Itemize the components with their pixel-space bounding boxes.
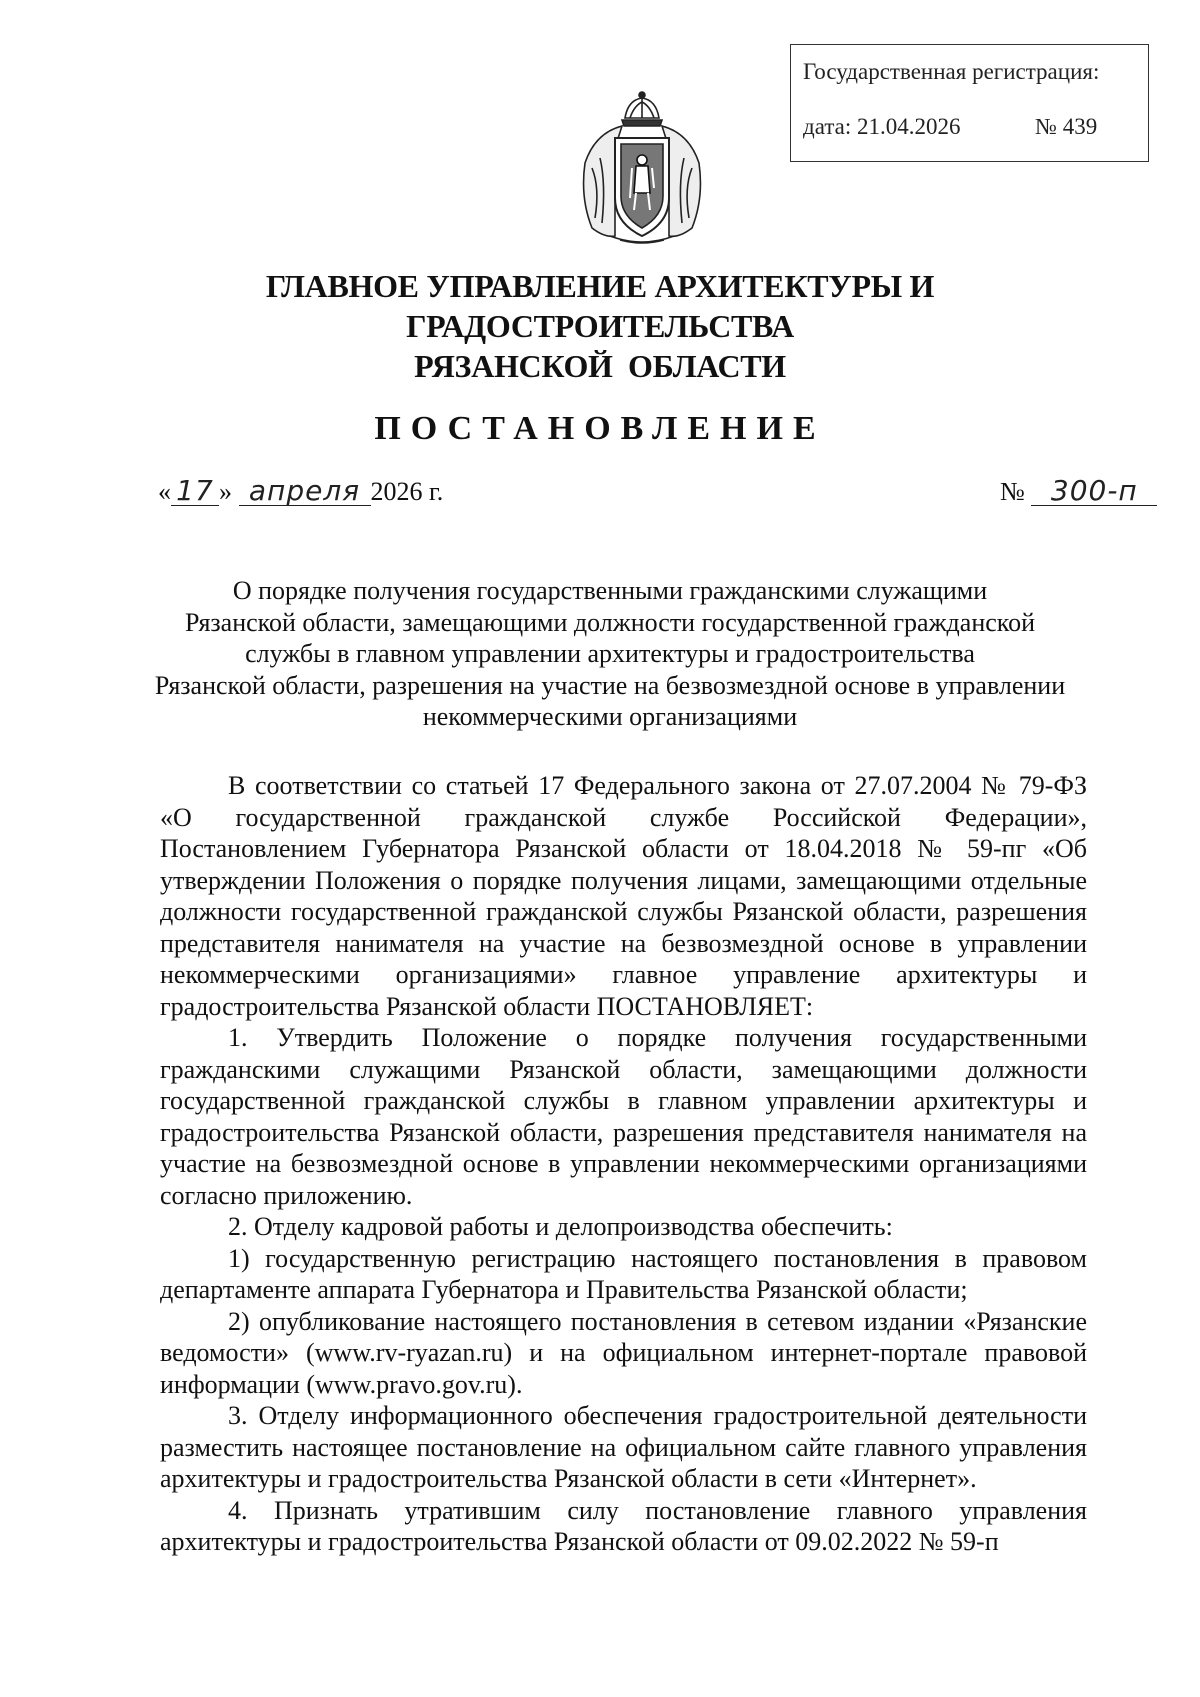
organization-name-line-2: РЯЗАНСКОЙ ОБЛАСТИ bbox=[414, 348, 786, 384]
clause-4-paragraph: 4. Признать утратившим силу постановление главного управления архитектуры и градостроительства Рязанской области от 09.02.2022 № 59-п bbox=[160, 1495, 1087, 1556]
date-month-handwritten: апреля bbox=[239, 477, 371, 506]
clause-2-paragraph: 2. Отделу кадровой работы и делопроизводства обеспечить: bbox=[228, 1212, 893, 1241]
document-subject bbox=[150, 575, 1070, 733]
coat-of-arms-emblem bbox=[570, 88, 715, 248]
subject-line: Рязанской области, замещающими должности государственной гражданской bbox=[184, 607, 1036, 637]
clause-3-paragraph: 3. Отделу информационного обеспечения градостроительной деятельности разместить настоящее постановление на официальном сайте главного управления архитектуры и градостроительства Рязанской области в сети «Интернет». bbox=[160, 1401, 1087, 1493]
clause-1-paragraph: 1. Утвердить Положение о порядке получения государственными гражданскими служащими Рязанской области, замещающими должности государственной гражданской службы в главном управлении архитектуры и градостроительства Рязанской области, разрешения представителя нанимателя на участие на безвозмездной основе в управлении некоммерческими организациями согласно приложению. bbox=[160, 1023, 1087, 1210]
subject-line: некоммерческими организациями bbox=[422, 702, 798, 731]
subject-line: Рязанской области, разрешения на участие на безвозмездной основе в управлении bbox=[154, 670, 1066, 700]
subject-line: службы в главном управлении архитектуры и градостроительства bbox=[245, 639, 975, 668]
registration-title: Государственная регистрация: bbox=[803, 59, 1100, 84]
date-close-quote: » bbox=[219, 477, 232, 506]
date-day-handwritten: 17 bbox=[171, 477, 219, 506]
document-body bbox=[160, 770, 1087, 1558]
date-year: 2026 г. bbox=[370, 477, 444, 506]
date-open-quote: « bbox=[158, 477, 171, 506]
clause-2-1-paragraph: 1) государственную регистрацию настоящего постановления в правовом департаменте аппарата Губернатора и Правительства Рязанской области; bbox=[160, 1243, 1087, 1304]
clause-2-2-paragraph: 2) опубликование настоящего постановления в сетевом издании «Рязанские ведомости» (www.rv-ryazan.ru) и на официальном интернет-портале правовой информации (www.pravo.gov.ru). bbox=[160, 1306, 1087, 1399]
organization-name bbox=[100, 266, 1100, 386]
preamble-paragraph: В соответствии со статьей 17 Федерального закона от 27.07.2004 № 79-ФЗ «О государственной гражданской службе Российской Федерации», Постановлением Губернатора Рязанской области от 18.04.2018 № 59-пг «Об утверждении Положения о порядке получения лицами, замещающими отдельные должности государственной гражданской службы Рязанской области, разрешения представителя нанимателя на участие на безвозмездной основе в управлении некоммерческими организациями» главное управление архитектуры и градостроительства Рязанской области ПОСТАНОВЛЯЕТ: bbox=[160, 771, 1087, 1021]
document-number-handwritten: 300-п bbox=[1031, 477, 1157, 506]
registration-stamp bbox=[790, 44, 1149, 162]
registration-date: дата: 21.04.2026 bbox=[803, 114, 961, 139]
document-type-heading: ПОСТАНОВЛЕНИЕ bbox=[374, 410, 826, 447]
document-number bbox=[1000, 474, 1157, 507]
document-date bbox=[158, 474, 444, 507]
registration-number: № 439 bbox=[1035, 114, 1098, 139]
organization-name-line-1: ГЛАВНОЕ УПРАВЛЕНИЕ АРХИТЕКТУРЫ И ГРАДОСТРОИТЕЛЬСТВА bbox=[265, 268, 935, 344]
subject-line: О порядке получения государственными гражданскими служащими bbox=[232, 576, 988, 605]
document-number-prefix: № bbox=[1000, 477, 1025, 506]
